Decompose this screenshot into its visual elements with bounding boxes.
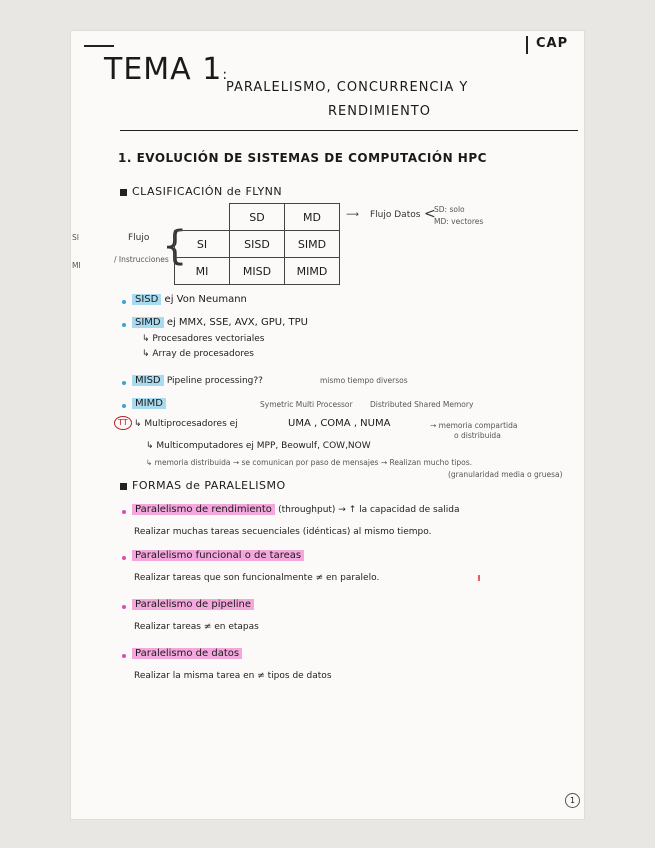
pink-dot-icon [122, 605, 126, 609]
smp-note: Symetric Multi Processor [260, 400, 353, 409]
form-item: Paralelismo funcional o de tareas [132, 550, 304, 561]
square-bullet-icon [120, 483, 127, 490]
brace-open-icon: < [424, 206, 436, 222]
flynn-heading: CLASIFICACIÓN de FLYNN [132, 185, 283, 198]
multiproc-label: ↳ Multiprocesadores ej [134, 419, 238, 429]
list-item: MISD Pipeline processing?? [132, 375, 263, 386]
col-header: SD [230, 204, 285, 231]
forms-heading: FORMAS de PARALELISMO [132, 479, 286, 492]
cap-divider [526, 36, 528, 54]
pink-dot-icon [122, 556, 126, 560]
mem-note1: → memoria compartida [430, 421, 518, 430]
tt-circled-mark: TT [114, 416, 132, 430]
corner-mark [84, 45, 114, 47]
flow-note: Flujo Datos [370, 210, 421, 220]
table-cell: SIMD [285, 231, 340, 258]
notebook-page [70, 30, 585, 820]
list-item: SISD ej Von Neumann [132, 294, 247, 305]
col-header: MD [285, 204, 340, 231]
form-item: Paralelismo de pipeline [132, 599, 254, 610]
table-cell: MISD [230, 258, 285, 285]
subject-tag: CAP [536, 36, 569, 51]
title-underline [120, 130, 578, 131]
flow-sub-sd: SD: solo [434, 205, 465, 214]
form-desc: Realizar tareas ≠ en etapas [134, 622, 259, 632]
mem-note2: o distribuida [454, 431, 501, 440]
table-corner [175, 204, 230, 231]
title-line1: PARALELISMO, CONCURRENCIA Y [226, 80, 469, 95]
page-title: TEMA 1: [104, 52, 229, 87]
dist-note: ↳ memoria distribuida → se comunican por paso de mensajes → Realizan mucho tipos. [146, 458, 473, 467]
row-header: SI [175, 231, 230, 258]
simd-sub1: ↳ Procesadores vectoriales [142, 334, 265, 344]
uma-coma-numa: UMA , COMA , NUMA [288, 418, 391, 429]
blue-dot-icon [122, 323, 126, 327]
pink-dot-icon [122, 510, 126, 514]
si-note: SI [72, 233, 79, 242]
red-mark [478, 575, 480, 581]
form-item: Paralelismo de datos [132, 648, 242, 659]
table-cell: SISD [230, 231, 285, 258]
multicomp-label: ↳ Multicomputadores ej MPP, Beowulf, COW,NOW [146, 441, 371, 451]
form-desc: Realizar la misma tarea en ≠ tipos de datos [134, 671, 332, 681]
simd-sub2: ↳ Array de procesadores [142, 349, 254, 359]
page-number: 1 [565, 793, 580, 808]
brace-icon: { [162, 223, 188, 269]
title-line2: RENDIMIENTO [328, 104, 431, 119]
flow-sub-md: MD: vectores [434, 217, 484, 226]
form-desc: Realizar tareas que son funcionalmente ≠ en paralelo. [134, 573, 380, 583]
misd-note: mismo tiempo diversos [320, 376, 408, 385]
list-item: MIMD [132, 398, 166, 409]
form-item: Paralelismo de rendimiento (throughput) → ↑ la capacidad de salida [132, 504, 459, 515]
blue-dot-icon [122, 300, 126, 304]
dsm-note: Distributed Shared Memory [370, 400, 474, 409]
square-bullet-icon [120, 189, 127, 196]
row-header: MI [175, 258, 230, 285]
mi-note: MI [72, 261, 81, 270]
section-heading: 1. EVOLUCIÓN DE SISTEMAS DE COMPUTACIÓN HPC [118, 151, 487, 165]
granularity-note: (granularidad media o gruesa) [448, 470, 563, 479]
table-cell: MIMD [285, 258, 340, 285]
blue-dot-icon [122, 404, 126, 408]
arrow-icon: ⟶ [346, 210, 359, 220]
pink-dot-icon [122, 654, 126, 658]
form-desc: Realizar muchas tareas secuenciales (idénticas) al mismo tiempo. [134, 527, 432, 537]
flynn-table [174, 203, 340, 285]
instrucciones-label: / Instrucciones [114, 255, 169, 264]
list-item: SIMD ej MMX, SSE, AVX, GPU, TPU [132, 317, 308, 328]
flujo-label: Flujo [128, 233, 150, 243]
blue-dot-icon [122, 381, 126, 385]
